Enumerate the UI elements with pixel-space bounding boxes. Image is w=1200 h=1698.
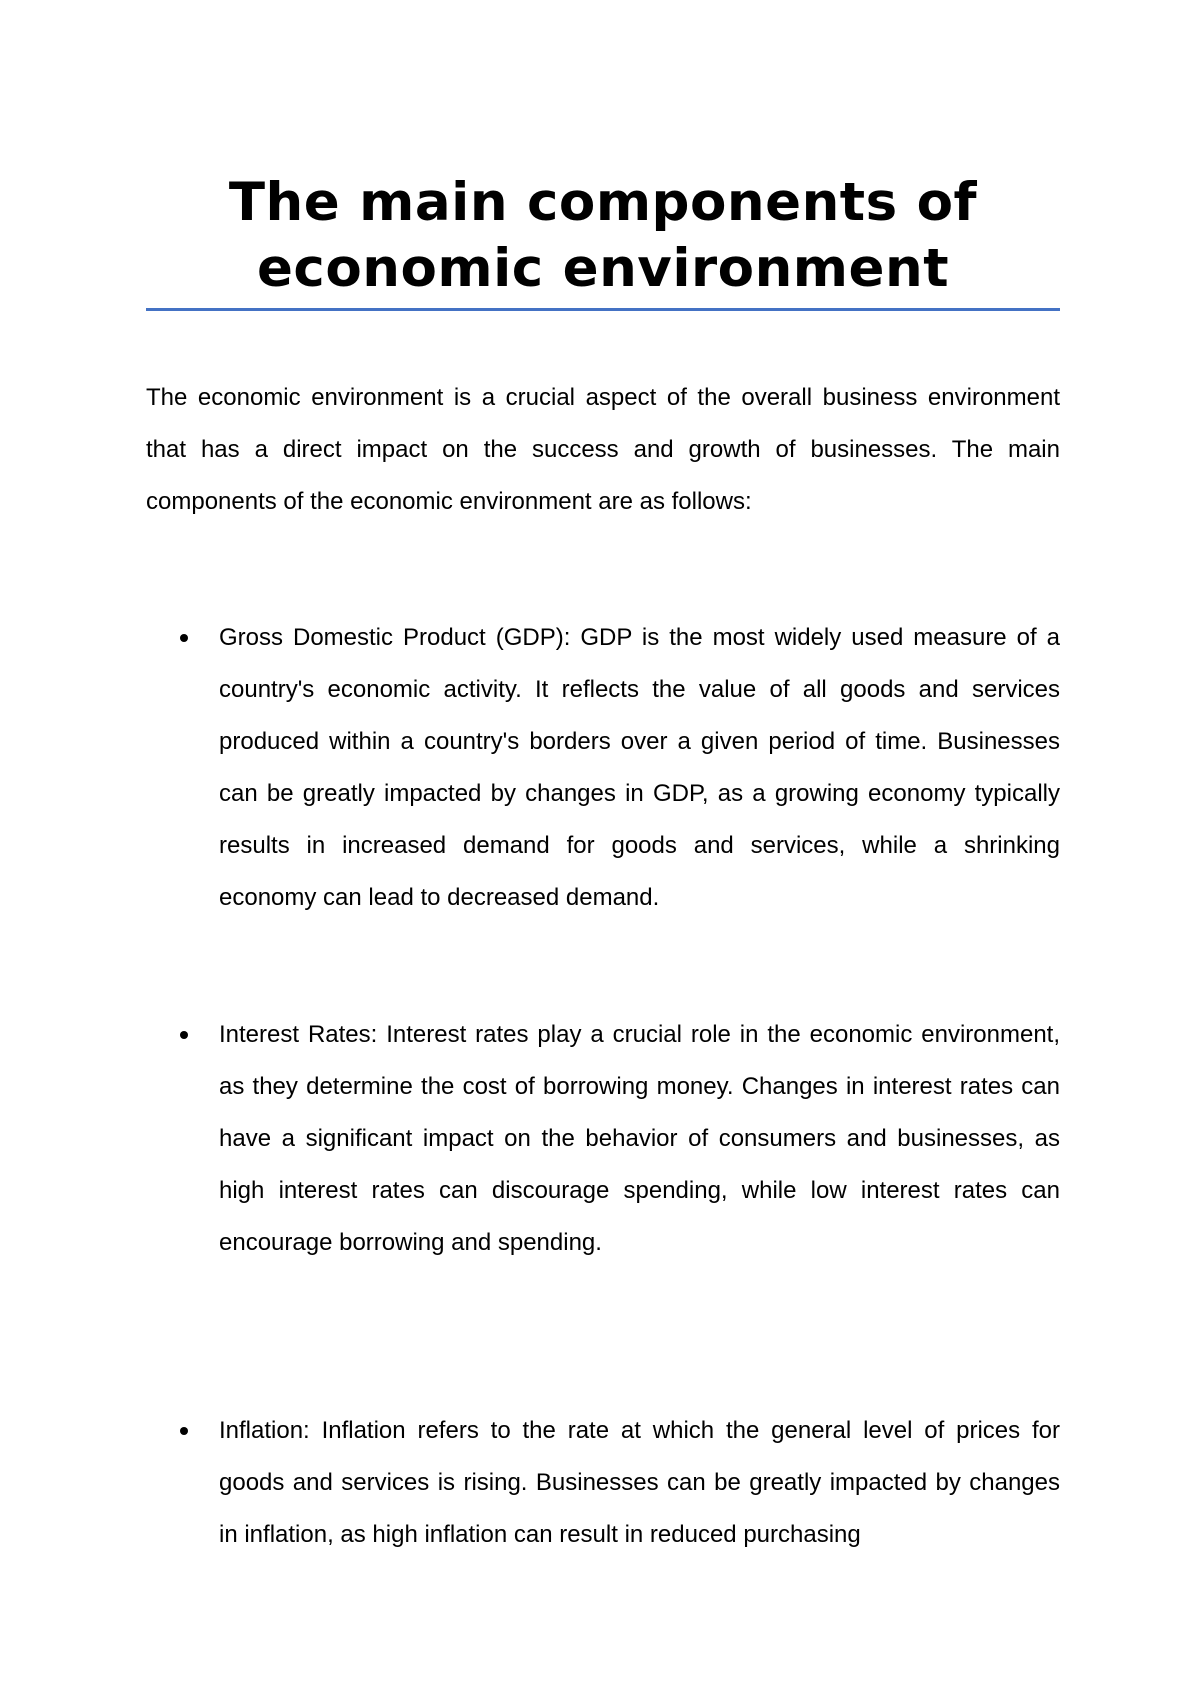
page-title: The main components of economic environment	[228, 172, 978, 299]
title-underline-divider	[146, 308, 1060, 311]
bullet-dot-icon	[180, 1031, 188, 1039]
bullet-dot-icon	[180, 1427, 188, 1435]
intro-paragraph: The economic environment is a crucial aspect of the overall business environment that has a direct impact on the success and growth of businesses. The main components of the economic environment are as follows:	[146, 384, 1060, 515]
list-item-text: Gross Domestic Product (GDP): GDP is the most widely used measure of a country's economic activity. It reflects the value of all goods and services produced within a country's borders over a given period of time. Businesses can be greatly impacted by changes in GDP, as a growing economy typically results in increased demand for goods and services, while a shrinking economy can lead to decreased demand.	[219, 624, 1060, 911]
list-item-text: Inflation: Inflation refers to the rate at which the general level of prices for goods and services is rising. Businesses can be greatly impacted by changes in inflation, as high inflation can result in reduced purchasing	[219, 1417, 1060, 1548]
list-item-text: Interest Rates: Interest rates play a crucial role in the economic environment, as they determine the cost of borrowing money. Changes in interest rates can have a significant impact on the behavior of consumers and businesses, as high interest rates can discourage spending, while low interest rates can encourage borrowing and spending.	[219, 1021, 1060, 1256]
bullet-dot-icon	[180, 634, 188, 642]
